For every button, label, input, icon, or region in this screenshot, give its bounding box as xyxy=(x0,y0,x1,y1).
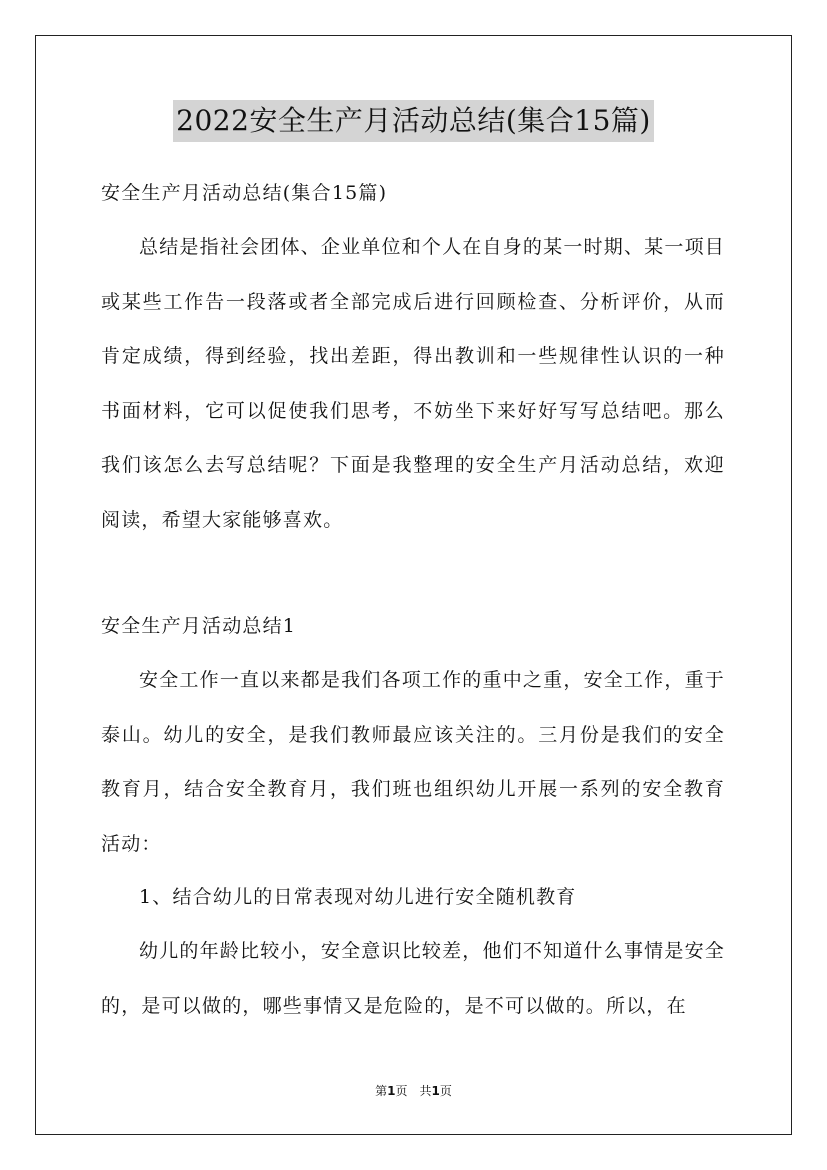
title-container xyxy=(0,100,827,142)
intro-paragraph: 总结是指社会团体、企业单位和个人在自身的某一时期、某一项目或某些工作告一段落或者全部完成后进行回顾检查、分析评价，从而肯定成绩，得到经验，找出差距，得出教训和一些规律性认识的一种书面材料，它可以促使我们思考，不妨坐下来好好写写总结吧。那么我们该怎么去写总结呢？下面是我整理的安全生产月活动总结，欢迎阅读，希望大家能够喜欢。 xyxy=(101,236,725,531)
footer-prefix: 第 xyxy=(375,1084,388,1098)
footer-suffix: 页 xyxy=(439,1084,452,1098)
section-paragraph: 安全工作一直以来都是我们各项工作的重中之重，安全工作，重于泰山。幼儿的安全，是我们教师最应该关注的。三月份是我们的安全教育月，结合安全教育月，我们班也组织幼儿开展一系列的安全教育活动： xyxy=(101,669,725,855)
document-title: 2022安全生产月活动总结(集合15篇) xyxy=(173,100,654,142)
page-current: 1 xyxy=(387,1084,396,1098)
footer-mid: 页 共 xyxy=(395,1084,432,1098)
section-paragraph: 幼儿的年龄比较小，安全意识比较差，他们不知道什么事情是安全的，是可以做的，哪些事情又是危险的，是不可以做的。所以，在 xyxy=(101,940,725,1017)
section-heading: 安全生产月活动总结1 xyxy=(101,615,297,637)
document-subtitle: 安全生产月活动总结(集合15篇) xyxy=(101,182,388,204)
page-total: 1 xyxy=(431,1084,440,1098)
page-footer xyxy=(0,1082,827,1099)
list-item: 1、结合幼儿的日常表现对幼儿进行安全随机教育 xyxy=(139,886,577,908)
